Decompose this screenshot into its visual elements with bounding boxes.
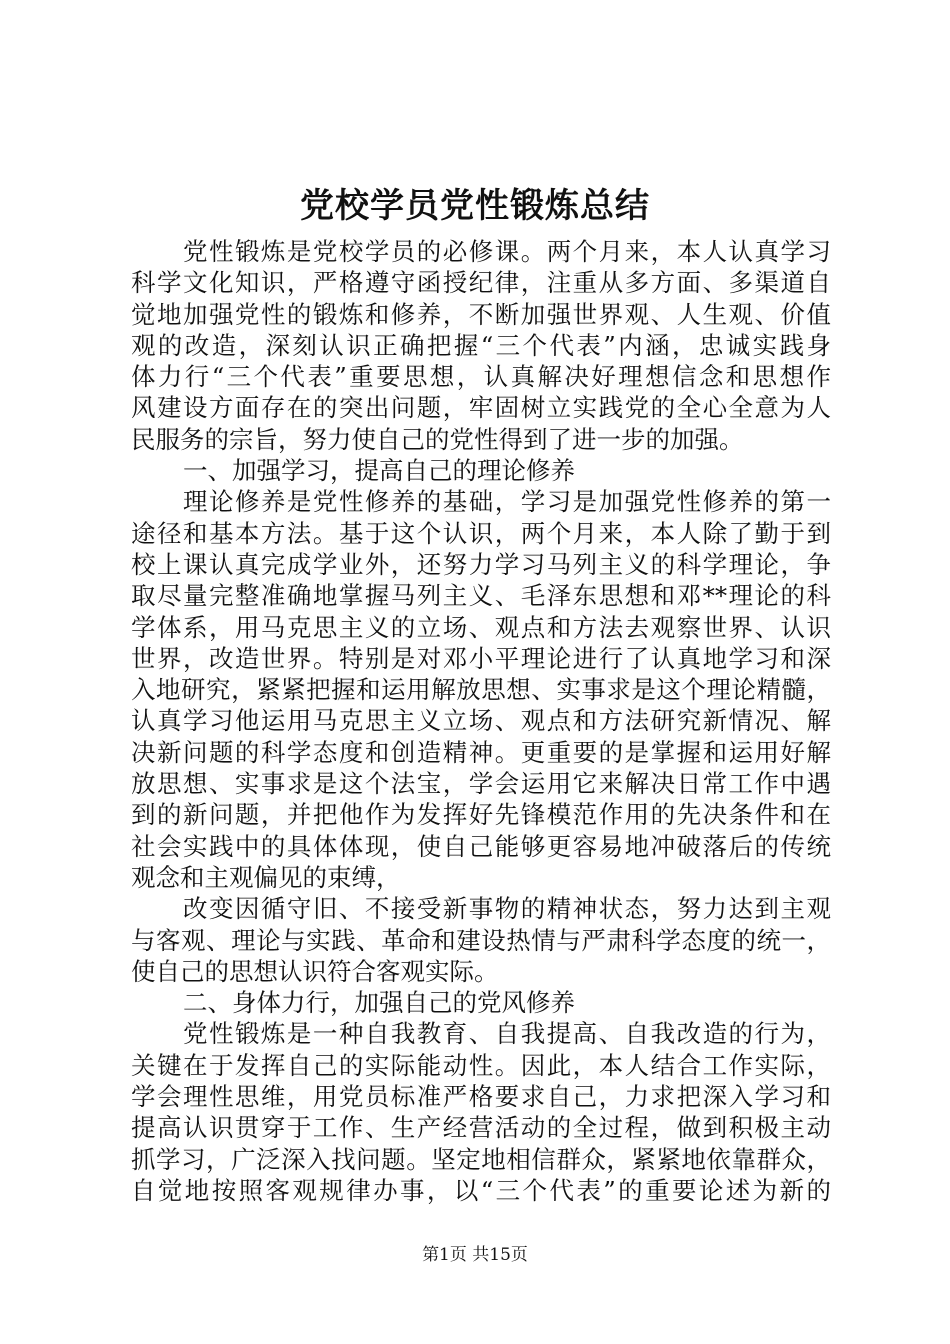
body-text-line: 学体系，用马克思主义的立场、观点和方法去观察世界、认识 xyxy=(131,612,831,642)
body-text-line: 认真学习他运用马克思主义立场、观点和方法研究新情况、解 xyxy=(131,706,831,736)
body-text-line: 二、身体力行，加强自己的党风修养 xyxy=(183,988,575,1018)
body-text-line: 使自己的思想认识符合客观实际。 xyxy=(131,956,499,986)
body-text-line: 关键在于发挥自己的实际能动性。因此，本人结合工作实际， xyxy=(131,1050,831,1080)
body-text-line: 觉地加强党性的锻炼和修养，不断加强世界观、人生观、价值 xyxy=(131,299,831,329)
body-text-line: 世界，改造世界。特别是对邓小平理论进行了认真地学习和深 xyxy=(131,643,831,673)
page-title: 党校学员党性锻炼总结 xyxy=(300,186,650,226)
body-text-line: 改变因循守旧、不接受新事物的精神状态，努力达到主观 xyxy=(183,894,831,924)
body-text-line: 自觉地按照客观规律办事，以“三个代表”的重要论述为新的 xyxy=(131,1175,831,1205)
body-text-line: 校上课认真完成学业外，还努力学习马列主义的科学理论，争 xyxy=(131,549,831,579)
body-text-line: 风建设方面存在的突出问题，牢固树立实践党的全心全意为人 xyxy=(131,393,831,423)
body-text-line: 学会理性思维，用党员标准严格要求自己，力求把深入学习和 xyxy=(131,1082,831,1112)
body-text-line: 党性锻炼是一种自我教育、自我提高、自我改造的行为， xyxy=(183,1019,831,1049)
body-text-line: 理论修养是党性修养的基础，学习是加强党性修养的第一 xyxy=(183,487,831,517)
document-body xyxy=(131,236,831,1206)
body-text-line: 放思想、实事求是这个法宝，学会运用它来解决日常工作中遇 xyxy=(131,769,831,799)
body-text-line: 入地研究，紧紧把握和运用解放思想、实事求是这个理论精髓， xyxy=(131,675,831,705)
page-number-footer: 第1页 共15页 xyxy=(422,1245,528,1265)
body-text-line: 党性锻炼是党校学员的必修课。两个月来，本人认真学习 xyxy=(183,237,831,266)
body-text-line: 取尽量完整准确地掌握马列主义、毛泽东思想和邓**理论的科 xyxy=(131,581,831,611)
body-text-line: 体力行“三个代表”重要思想，认真解决好理想信念和思想作 xyxy=(131,362,831,392)
body-text-line: 民服务的宗旨，努力使自己的党性得到了进一步的加强。 xyxy=(131,424,744,454)
body-text-line: 决新问题的科学态度和创造精神。更重要的是掌握和运用好解 xyxy=(131,737,831,767)
body-text-line: 提高认识贯穿于工作、生产经营活动的全过程，做到积极主动 xyxy=(131,1113,831,1143)
body-text-line: 到的新问题，并把他作为发挥好先锋模范作用的先决条件和在 xyxy=(131,800,831,830)
body-text-line: 科学文化知识，严格遵守函授纪律，注重从多方面、多渠道自 xyxy=(131,268,831,298)
body-text-line: 一、加强学习，提高自己的理论修养 xyxy=(183,456,575,486)
body-text-line: 与客观、理论与实践、革命和建设热情与严肃科学态度的统一， xyxy=(131,925,831,955)
body-text-line: 观的改造，深刻认识正确把握“三个代表”内涵，忠诚实践身 xyxy=(131,330,831,360)
body-text-line: 社会实践中的具体体现，使自己能够更容易地冲破落后的传统 xyxy=(131,831,831,861)
body-text-line: 抓学习，广泛深入找问题。坚定地相信群众，紧紧地依靠群众， xyxy=(131,1144,831,1174)
body-text-line: 途径和基本方法。基于这个认识，两个月来，本人除了勤于到 xyxy=(131,518,831,548)
body-text-line: 观念和主观偏见的束缚， xyxy=(131,862,401,892)
